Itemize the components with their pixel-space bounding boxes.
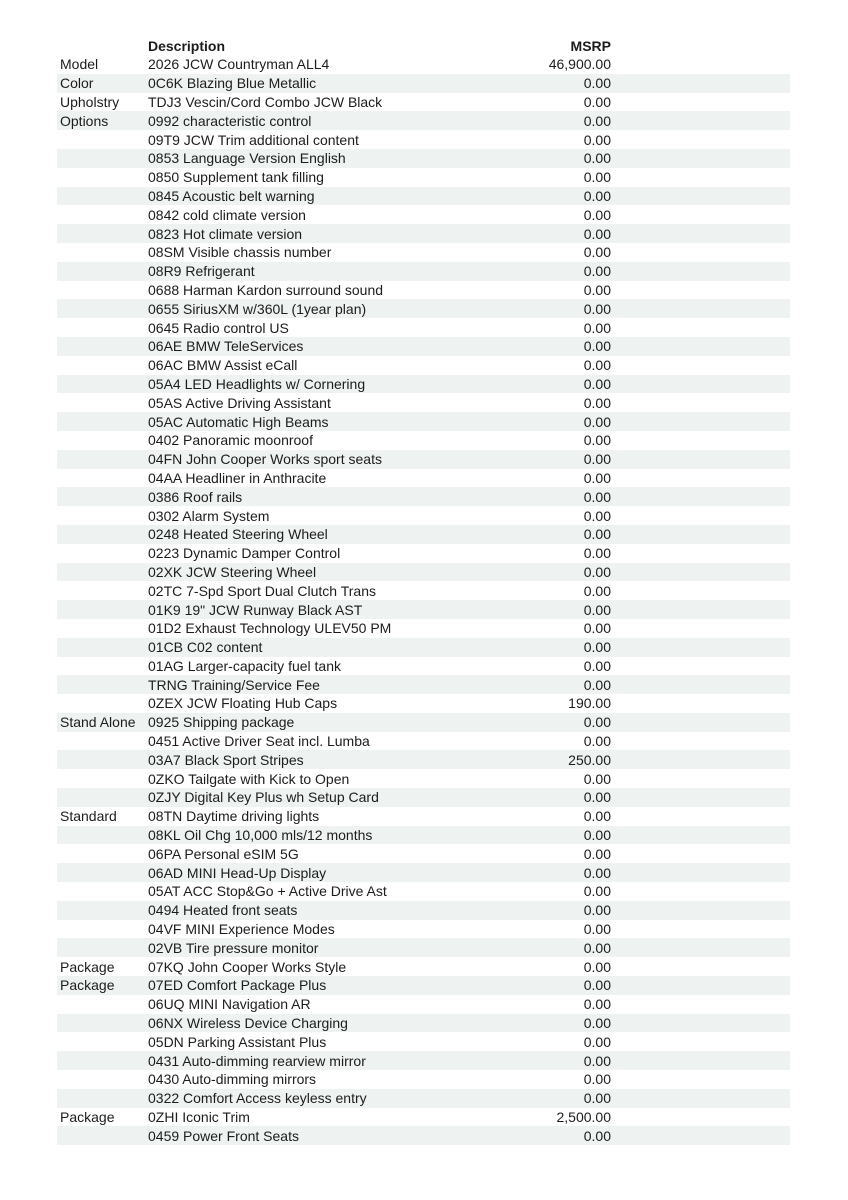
table-row — [57, 469, 790, 488]
row-spacer — [611, 544, 790, 563]
description-cell: 04FN John Cooper Works sport seats — [148, 451, 382, 468]
description-cell: 06UQ MINI Navigation AR — [148, 996, 311, 1013]
table-row — [57, 1126, 790, 1145]
description-cell: 07ED Comfort Package Plus — [148, 977, 327, 994]
table-row — [57, 318, 790, 337]
description-cell: 06PA Personal eSIM 5G — [148, 845, 299, 862]
description-cell: 0850 Supplement tank filling — [148, 169, 324, 186]
msrp-cell: 0.00 — [583, 845, 611, 862]
row-spacer — [611, 1070, 790, 1089]
msrp-cell: 0.00 — [583, 770, 611, 787]
table-row — [57, 299, 790, 318]
msrp-cell: 0.00 — [583, 1033, 611, 1050]
msrp-cell: 46,900.00 — [548, 56, 611, 73]
vehicle-options-table — [57, 36, 790, 1145]
row-spacer — [611, 337, 790, 356]
category-cell: Package — [60, 958, 115, 975]
table-row — [57, 657, 790, 676]
table-row — [57, 187, 790, 206]
description-cell: 0223 Dynamic Damper Control — [148, 545, 341, 562]
description-cell: 0842 cold climate version — [148, 206, 306, 223]
msrp-cell: 0.00 — [583, 413, 611, 430]
msrp-cell: 0.00 — [583, 1071, 611, 1088]
description-cell: 0925 Shipping package — [148, 714, 295, 731]
category-cell: Model — [60, 56, 99, 73]
msrp-cell: 0.00 — [583, 338, 611, 355]
msrp-cell: 0.00 — [583, 939, 611, 956]
category-cell — [57, 901, 148, 920]
description-cell: 0655 SiriusXM w/360L (1year plan) — [148, 300, 367, 317]
description-cell: TDJ3 Vescin/Cord Combo JCW Black — [148, 93, 383, 110]
description-cell: 0ZKO Tailgate with Kick to Open — [148, 770, 350, 787]
row-spacer — [611, 976, 790, 995]
table-row — [57, 393, 790, 412]
table-row — [57, 1070, 790, 1089]
description-cell: 06AE BMW TeleServices — [148, 338, 304, 355]
row-spacer — [611, 55, 790, 74]
description-cell: 0386 Roof rails — [148, 488, 243, 505]
category-cell — [57, 168, 148, 187]
category-cell — [57, 844, 148, 863]
column-header-category-empty — [57, 36, 148, 55]
description-cell: 08R9 Refrigerant — [148, 263, 255, 280]
row-spacer — [611, 938, 790, 957]
table-row — [57, 901, 790, 920]
table-row — [57, 55, 790, 74]
category-cell — [57, 544, 148, 563]
table-row — [57, 732, 790, 751]
row-spacer — [611, 299, 790, 318]
category-cell — [57, 694, 148, 713]
table-row — [57, 412, 790, 431]
table-row — [57, 281, 790, 300]
row-spacer — [611, 826, 790, 845]
msrp-cell: 0.00 — [583, 921, 611, 938]
row-spacer — [611, 469, 790, 488]
table-row — [57, 168, 790, 187]
row-spacer — [611, 318, 790, 337]
msrp-cell: 0.00 — [583, 432, 611, 449]
msrp-cell: 2,500.00 — [556, 1109, 611, 1126]
row-spacer — [611, 187, 790, 206]
table-row — [57, 93, 790, 112]
description-cell: 0248 Heated Steering Wheel — [148, 526, 328, 543]
description-cell: 0302 Alarm System — [148, 507, 270, 524]
category-cell — [57, 826, 148, 845]
column-header-description: Description — [148, 37, 226, 54]
table-row — [57, 750, 790, 769]
table-row — [57, 920, 790, 939]
description-cell: 0853 Language Version English — [148, 150, 346, 167]
description-cell: 2026 JCW Countryman ALL4 — [148, 56, 330, 73]
msrp-cell: 0.00 — [583, 714, 611, 731]
msrp-cell: 0.00 — [583, 789, 611, 806]
row-spacer — [611, 901, 790, 920]
msrp-cell: 0.00 — [583, 827, 611, 844]
table-row — [57, 619, 790, 638]
description-cell: 0ZHI Iconic Trim — [148, 1109, 250, 1126]
msrp-cell: 0.00 — [583, 169, 611, 186]
category-cell — [57, 563, 148, 582]
row-spacer — [611, 769, 790, 788]
table-row — [57, 525, 790, 544]
description-cell: 0431 Auto-dimming rearview mirror — [148, 1052, 366, 1069]
msrp-cell: 0.00 — [583, 93, 611, 110]
table-row — [57, 262, 790, 281]
table-row — [57, 938, 790, 957]
description-cell: 0430 Auto-dimming mirrors — [148, 1071, 317, 1088]
category-cell — [57, 337, 148, 356]
row-spacer — [611, 93, 790, 112]
msrp-cell: 0.00 — [583, 319, 611, 336]
row-spacer — [611, 957, 790, 976]
description-cell: 05AC Automatic High Beams — [148, 413, 329, 430]
category-cell — [57, 1070, 148, 1089]
description-cell: 0ZEX JCW Floating Hub Caps — [148, 695, 338, 712]
category-cell: Standard — [60, 808, 117, 825]
category-cell — [57, 262, 148, 281]
row-spacer — [611, 450, 790, 469]
msrp-cell: 190.00 — [568, 695, 611, 712]
description-cell: TRNG Training/Service Fee — [148, 676, 320, 693]
category-cell — [57, 638, 148, 657]
msrp-cell: 0.00 — [583, 451, 611, 468]
row-spacer — [611, 431, 790, 450]
table-row — [57, 581, 790, 600]
table-row — [57, 450, 790, 469]
row-spacer — [611, 563, 790, 582]
row-spacer — [611, 130, 790, 149]
row-spacer — [611, 375, 790, 394]
category-cell — [57, 788, 148, 807]
table-row — [57, 1032, 790, 1051]
row-spacer — [611, 506, 790, 525]
category-cell — [57, 149, 148, 168]
msrp-cell: 0.00 — [583, 357, 611, 374]
category-cell — [57, 938, 148, 957]
description-cell: 04VF MINI Experience Modes — [148, 921, 335, 938]
msrp-cell: 0.00 — [583, 864, 611, 881]
table-row — [57, 1014, 790, 1033]
row-spacer — [611, 281, 790, 300]
row-spacer — [611, 675, 790, 694]
table-body — [57, 55, 790, 1145]
category-cell — [57, 675, 148, 694]
row-spacer — [611, 844, 790, 863]
row-spacer — [611, 638, 790, 657]
table-row — [57, 826, 790, 845]
msrp-cell: 0.00 — [583, 639, 611, 656]
row-spacer — [611, 168, 790, 187]
table-row — [57, 563, 790, 582]
category-cell — [57, 431, 148, 450]
category-cell — [57, 205, 148, 224]
row-spacer — [611, 995, 790, 1014]
description-cell: 08KL Oil Chg 10,000 mls/12 months — [148, 827, 373, 844]
msrp-cell: 0.00 — [583, 883, 611, 900]
msrp-cell: 0.00 — [583, 131, 611, 148]
description-cell: 08SM Visible chassis number — [148, 244, 332, 261]
table-row — [57, 356, 790, 375]
row-spacer — [611, 657, 790, 676]
category-cell — [57, 450, 148, 469]
column-header-msrp: MSRP — [570, 37, 611, 54]
table-row — [57, 130, 790, 149]
category-cell — [57, 1051, 148, 1070]
description-cell: 0459 Power Front Seats — [148, 1127, 299, 1144]
description-cell: 08TN Daytime driving lights — [148, 808, 320, 825]
msrp-cell: 0.00 — [583, 488, 611, 505]
table-row — [57, 976, 790, 995]
table-row — [57, 74, 790, 93]
category-cell — [57, 299, 148, 318]
table-row — [57, 713, 790, 732]
msrp-cell: 0.00 — [583, 469, 611, 486]
msrp-cell: 0.00 — [583, 187, 611, 204]
description-cell: 0451 Active Driver Seat incl. Lumba — [148, 733, 370, 750]
row-spacer — [611, 713, 790, 732]
msrp-cell: 0.00 — [583, 225, 611, 242]
msrp-cell: 0.00 — [583, 996, 611, 1013]
category-cell — [57, 281, 148, 300]
msrp-cell: 0.00 — [583, 733, 611, 750]
description-cell: 0C6K Blazing Blue Metallic — [148, 75, 317, 92]
category-cell — [57, 750, 148, 769]
category-cell — [57, 243, 148, 262]
table-row — [57, 995, 790, 1014]
table-header-row — [57, 36, 790, 55]
msrp-cell: 0.00 — [583, 1090, 611, 1107]
row-spacer — [611, 74, 790, 93]
description-cell: 05AS Active Driving Assistant — [148, 394, 331, 411]
row-spacer — [611, 882, 790, 901]
description-cell: 07KQ John Cooper Works Style — [148, 958, 347, 975]
description-cell: 06AC BMW Assist eCall — [148, 357, 298, 374]
table-row — [57, 205, 790, 224]
table-row — [57, 1108, 790, 1127]
row-spacer — [611, 732, 790, 751]
table-row — [57, 111, 790, 130]
row-spacer — [611, 1014, 790, 1033]
table-row — [57, 600, 790, 619]
description-cell: 09T9 JCW Trim additional content — [148, 131, 359, 148]
category-cell — [57, 525, 148, 544]
description-cell: 02VB Tire pressure monitor — [148, 939, 319, 956]
msrp-cell: 0.00 — [583, 150, 611, 167]
row-spacer — [611, 111, 790, 130]
row-spacer — [611, 205, 790, 224]
row-spacer — [611, 1089, 790, 1108]
description-cell: 01AG Larger-capacity fuel tank — [148, 657, 341, 674]
row-spacer — [611, 807, 790, 826]
category-cell: Package — [60, 977, 115, 994]
msrp-cell: 250.00 — [568, 751, 611, 768]
msrp-cell: 0.00 — [583, 958, 611, 975]
msrp-cell: 0.00 — [583, 375, 611, 392]
category-cell: Package — [60, 1109, 115, 1126]
description-cell: 03A7 Black Sport Stripes — [148, 751, 304, 768]
row-spacer — [611, 920, 790, 939]
category-cell — [57, 393, 148, 412]
table-row — [57, 1089, 790, 1108]
table-row — [57, 243, 790, 262]
msrp-cell: 0.00 — [583, 112, 611, 129]
table-row — [57, 375, 790, 394]
category-cell — [57, 619, 148, 638]
category-cell — [57, 375, 148, 394]
category-cell — [57, 995, 148, 1014]
category-cell — [57, 920, 148, 939]
description-cell: 01CB C02 content — [148, 639, 263, 656]
description-cell: 0688 Harman Kardon surround sound — [148, 281, 384, 298]
table-row — [57, 487, 790, 506]
row-spacer — [611, 243, 790, 262]
table-row — [57, 769, 790, 788]
row-spacer — [611, 525, 790, 544]
description-cell: 01D2 Exhaust Technology ULEV50 PM — [148, 620, 392, 637]
description-cell: 01K9 19" JCW Runway Black AST — [148, 601, 363, 618]
category-cell — [57, 224, 148, 243]
msrp-cell: 0.00 — [583, 281, 611, 298]
msrp-cell: 0.00 — [583, 676, 611, 693]
description-cell: 0ZJY Digital Key Plus wh Setup Card — [148, 789, 379, 806]
description-cell: 0992 characteristic control — [148, 112, 312, 129]
category-cell — [57, 581, 148, 600]
row-spacer — [611, 393, 790, 412]
msrp-cell: 0.00 — [583, 902, 611, 919]
row-spacer — [611, 600, 790, 619]
header-spacer — [611, 36, 790, 55]
description-cell: 0322 Comfort Access keyless entry — [148, 1090, 367, 1107]
msrp-cell: 0.00 — [583, 808, 611, 825]
category-cell — [57, 318, 148, 337]
description-cell: 05DN Parking Assistant Plus — [148, 1033, 327, 1050]
table-row — [57, 149, 790, 168]
msrp-cell: 0.00 — [583, 300, 611, 317]
table-row — [57, 224, 790, 243]
msrp-cell: 0.00 — [583, 545, 611, 562]
table-row — [57, 882, 790, 901]
msrp-cell: 0.00 — [583, 582, 611, 599]
table-row — [57, 675, 790, 694]
msrp-cell: 0.00 — [583, 507, 611, 524]
category-cell: Upholstry — [60, 93, 120, 110]
row-spacer — [611, 1108, 790, 1127]
msrp-cell: 0.00 — [583, 657, 611, 674]
msrp-cell: 0.00 — [583, 526, 611, 543]
category-cell — [57, 469, 148, 488]
msrp-cell: 0.00 — [583, 1052, 611, 1069]
category-cell — [57, 1089, 148, 1108]
category-cell — [57, 130, 148, 149]
row-spacer — [611, 1126, 790, 1145]
category-cell — [57, 1032, 148, 1051]
category-cell — [57, 1126, 148, 1145]
row-spacer — [611, 356, 790, 375]
table-row — [57, 1051, 790, 1070]
table-row — [57, 844, 790, 863]
category-cell — [57, 600, 148, 619]
row-spacer — [611, 750, 790, 769]
msrp-cell: 0.00 — [583, 206, 611, 223]
table-row — [57, 638, 790, 657]
table-row — [57, 694, 790, 713]
msrp-cell: 0.00 — [583, 977, 611, 994]
msrp-cell: 0.00 — [583, 394, 611, 411]
table-row — [57, 807, 790, 826]
table-row — [57, 957, 790, 976]
row-spacer — [611, 487, 790, 506]
msrp-cell: 0.00 — [583, 244, 611, 261]
msrp-cell: 0.00 — [583, 1127, 611, 1144]
description-cell: 06AD MINI Head-Up Display — [148, 864, 327, 881]
row-spacer — [611, 1051, 790, 1070]
msrp-cell: 0.00 — [583, 563, 611, 580]
row-spacer — [611, 262, 790, 281]
description-cell: 0845 Acoustic belt warning — [148, 187, 315, 204]
row-spacer — [611, 619, 790, 638]
table-row — [57, 337, 790, 356]
table-row — [57, 431, 790, 450]
category-cell — [57, 732, 148, 751]
table-row — [57, 863, 790, 882]
msrp-cell: 0.00 — [583, 601, 611, 618]
description-cell: 0494 Heated front seats — [148, 902, 298, 919]
table-row — [57, 506, 790, 525]
category-cell: Color — [60, 75, 94, 92]
category-cell — [57, 769, 148, 788]
description-cell: 02XK JCW Steering Wheel — [148, 563, 317, 580]
row-spacer — [611, 1032, 790, 1051]
row-spacer — [611, 788, 790, 807]
row-spacer — [611, 581, 790, 600]
row-spacer — [611, 412, 790, 431]
category-cell — [57, 412, 148, 431]
table-row — [57, 788, 790, 807]
category-cell: Stand Alone — [60, 714, 136, 731]
category-cell — [57, 487, 148, 506]
row-spacer — [611, 224, 790, 243]
description-cell: 0823 Hot climate version — [148, 225, 303, 242]
category-cell — [57, 1014, 148, 1033]
category-cell — [57, 356, 148, 375]
row-spacer — [611, 694, 790, 713]
msrp-cell: 0.00 — [583, 620, 611, 637]
description-cell: 04AA Headliner in Anthracite — [148, 469, 327, 486]
description-cell: 02TC 7-Spd Sport Dual Clutch Trans — [148, 582, 376, 599]
description-cell: 06NX Wireless Device Charging — [148, 1015, 348, 1032]
description-cell: 05AT ACC Stop&Go + Active Drive Ast — [148, 883, 387, 900]
description-cell: 0645 Radio control US — [148, 319, 289, 336]
category-cell — [57, 882, 148, 901]
msrp-cell: 0.00 — [583, 75, 611, 92]
description-cell: 0402 Panoramic moonroof — [148, 432, 313, 449]
category-cell: Options — [60, 112, 109, 129]
category-cell — [57, 506, 148, 525]
category-cell — [57, 863, 148, 882]
category-cell — [57, 187, 148, 206]
msrp-cell: 0.00 — [583, 263, 611, 280]
description-cell: 05A4 LED Headlights w/ Cornering — [148, 375, 366, 392]
category-cell — [57, 657, 148, 676]
table-row — [57, 544, 790, 563]
msrp-cell: 0.00 — [583, 1015, 611, 1032]
row-spacer — [611, 149, 790, 168]
row-spacer — [611, 863, 790, 882]
